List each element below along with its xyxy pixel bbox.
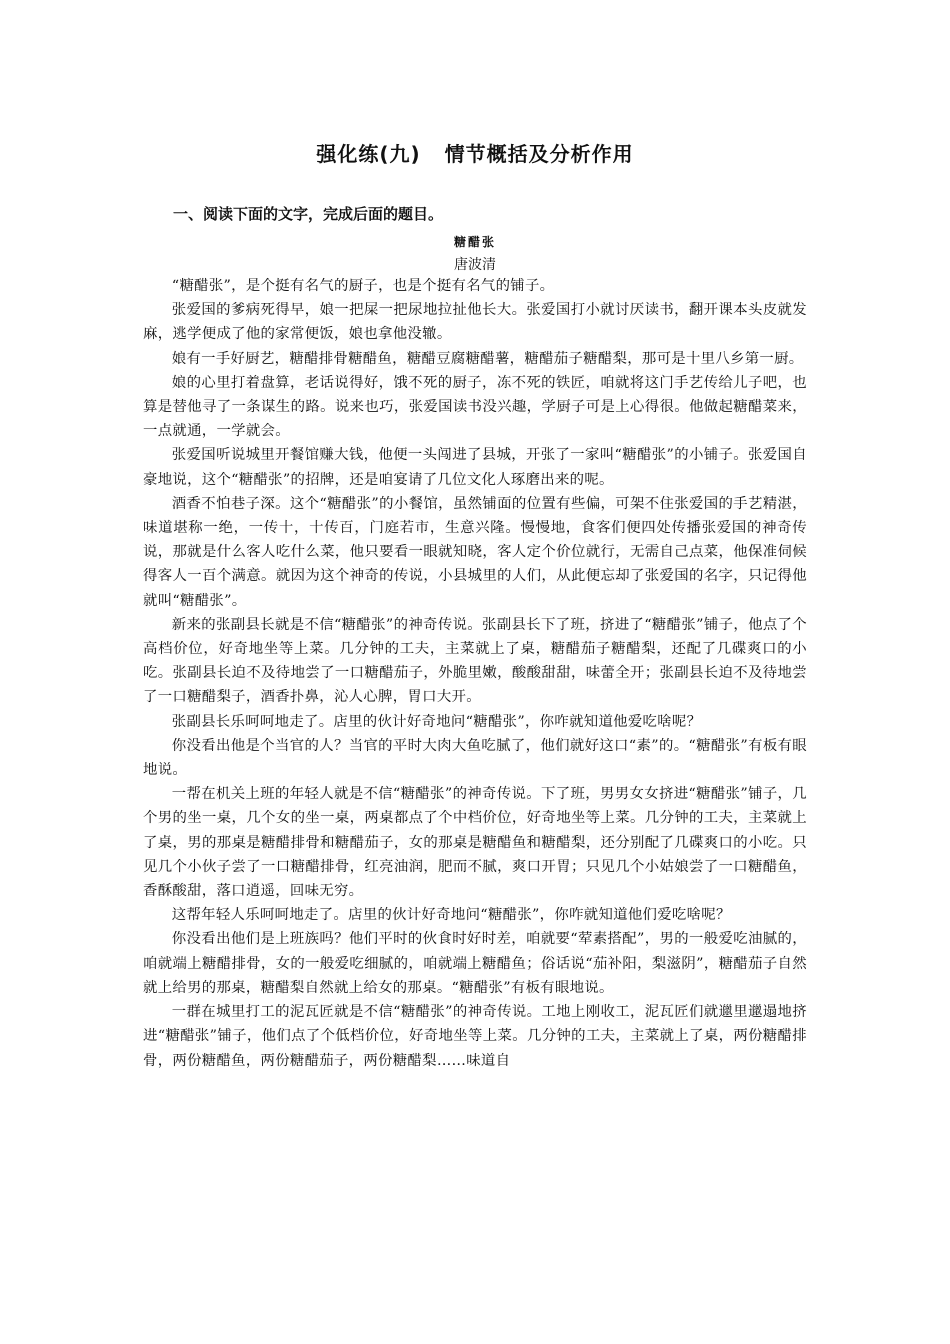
paragraph: 张副县长乐呵呵地走了。店里的伙计好奇地问“糖醋张”，你咋就知道他爱吃啥呢？ xyxy=(171,713,702,730)
page-title-main: 强化练(九) xyxy=(316,142,421,166)
paragraph: 张爱国的爹病死得早，娘一把屎一把尿地拉扯他长大。张爱国打小就讨厌读书，翻开课本头皮就发麻，逃学便成了他的家常便饭，娘也拿他没辙。 xyxy=(143,302,807,343)
article-author: 唐波清 xyxy=(454,257,496,273)
section-instruction: 一、阅读下面的文字，完成后面的题目。 xyxy=(173,205,444,223)
page-title xyxy=(0,138,950,167)
paragraph: 娘有一手好厨艺，糖醋排骨糖醋鱼，糖醋豆腐糖醋薯，糖醋茄子糖醋梨，那可是十里八乡第一厨。 xyxy=(171,350,804,367)
paragraph: 一群在城里打工的泥瓦匠就是不信“糖醋张”的神奇传说。工地上刚收工，泥瓦匠们就邋里邋遢地挤进“糖醋张”铺子，他们点了个低档价位，好奇地坐等上菜。几分钟的工夫，主菜就上了桌，两份糖醋排骨，两份糖醋鱼，两份糖醋茄子，两份糖醋梨……味道自 xyxy=(143,1004,807,1069)
paragraph: 你没看出他们是上班族吗？他们平时的伙食时好时差，咱就要“荤素搭配”，男的一般爱吃油腻的，咱就端上糖醋排骨，女的一般爱吃细腻的，咱就端上糖醋鱼；俗话说“茄补阳，梨滋阴”，糖醋茄子自然就上给男的那桌，糖醋梨自然就上给女的那桌。“糖醋张”有板有眼地说。 xyxy=(143,931,807,996)
paragraph: “糖醋张”，是个挺有名气的厨子，也是个挺有名气的铺子。 xyxy=(171,278,555,294)
paragraph: 酒香不怕巷子深。这个“糖醋张”的小餐馆，虽然铺面的位置有些偏，可架不住张爱国的手艺精湛，味道堪称一绝，一传十，十传百，门庭若市，生意兴隆。慢慢地，食客们便四处传播张爱国的神奇传说，那就是什么客人吃什么菜，他只要看一眼就知晓，客人定个价位就行，无需自己点菜，他保准伺候得客人一百个满意。就因为这个神奇的传说，小县城里的人们，从此便忘却了张爱国的名字，只记得他就叫“糖醋张”。 xyxy=(143,495,807,609)
paragraph: 这帮年轻人乐呵呵地走了。店里的伙计好奇地问“糖醋张”，你咋就知道他们爱吃啥呢？ xyxy=(171,907,731,924)
paragraph: 娘的心里打着盘算，老话说得好，饿不死的厨子，冻不死的铁匠，咱就将这门手艺传给儿子吧，也算是替他寻了一条谋生的路。说来也巧，张爱国读书没兴趣，学厨子可是上心得很。他做起糖醋菜来，一点就通，一学就会。 xyxy=(143,374,807,440)
paragraph: 新来的张副县长就是不信“糖醋张”的神奇传说。张副县长下了班，挤进了“糖醋张”铺子，他点了个高档价位，好奇地坐等上菜。几分钟的工夫，主菜就上了桌，糖醋茄子糖醋梨，还配了几碟爽口的小吃。张副县长迫不及待地尝了一口糖醋茄子，外脆里嫩，酸酸甜甜，味蕾全开；张副县长迫不及待地尝了一口糖醋梨子，酒香扑鼻，沁人心脾，胃口大开。 xyxy=(143,616,807,706)
paragraph: 一帮在机关上班的年轻人就是不信“糖醋张”的神奇传说。下了班，男男女女挤进“糖醋张”铺子，几个男的坐一桌，几个女的坐一桌，两桌都点了个中档价位，好奇地坐等上菜。几分钟的工夫，主菜就上了桌，男的那桌是糖醋排骨和糖醋茄子，女的那桌是糖醋鱼和糖醋梨，还分别配了几碟爽口的小吃。只见几个小伙子尝了一口糖醋排骨，红亮油润，肥而不腻，爽口开胃；只见几个小姑娘尝了一口糖醋鱼，香酥酸甜，落口逍遥，回味无穷。 xyxy=(143,786,807,900)
page-title-sub: 情节概括及分析作用 xyxy=(444,142,634,166)
article-body xyxy=(143,274,807,1073)
article-title: 糖醋张 xyxy=(453,235,496,249)
paragraph: 你没看出他是个当官的人？当官的平时大肉大鱼吃腻了，他们就好这口“素”的。“糖醋张”有板有眼地说。 xyxy=(143,737,807,779)
paragraph: 张爱国听说城里开餐馆赚大钱，他便一头闯进了县城，开张了一家叫“糖醋张”的小铺子。张爱国自豪地说，这个“糖醋张”的招牌，还是咱宴请了几位文化人琢磨出来的呢。 xyxy=(143,447,807,488)
